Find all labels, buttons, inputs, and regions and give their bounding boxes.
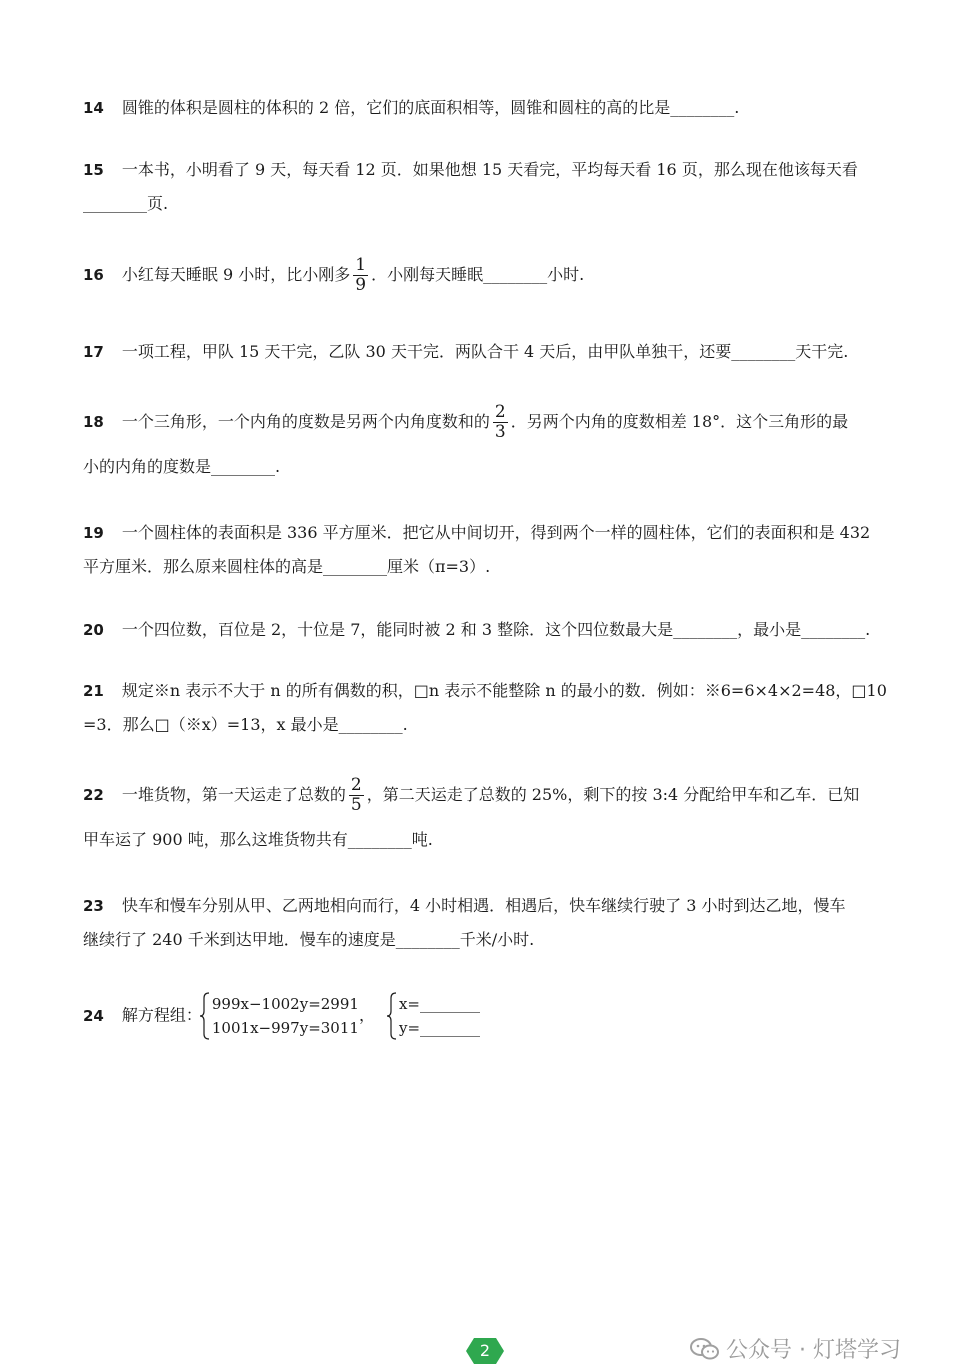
question-number: 15	[83, 161, 104, 179]
separator: ，	[358, 1005, 375, 1025]
question-number: 17	[83, 343, 104, 361]
question-number: 23	[83, 897, 104, 915]
question-text: 小红每天睡眠 9 小时，比小刚多	[121, 265, 351, 284]
fraction-denominator: 9	[355, 275, 367, 295]
question-text-line2: 甲车运了 900 吨，那么这堆货物共有________吨.	[83, 830, 433, 849]
question-text-line2: 平方厘米．那么原来圆柱体的高是________厘米（π=3）.	[83, 557, 491, 576]
question-text: 圆锥的体积是圆柱的体积的 2 倍，它们的底面积相等，圆锥和圆柱的高的比是________.	[121, 98, 740, 117]
question-number: 20	[83, 621, 104, 639]
question-24	[83, 992, 889, 1040]
question-number: 19	[83, 524, 104, 542]
left-brace-icon	[387, 992, 397, 1040]
left-brace-icon	[200, 992, 210, 1040]
fraction	[349, 776, 364, 815]
equation-2: 1001x−997y=3011	[211, 1019, 359, 1037]
answer-y: y=________	[398, 1019, 481, 1037]
question-14	[83, 91, 889, 125]
fraction-numerator: 2	[350, 775, 362, 795]
question-17	[83, 335, 889, 369]
question-number: 24	[83, 1006, 104, 1025]
question-text: 一个四位数，百位是 2，十位是 7，能同时被 2 和 3 整除．这个四位数最大是________，最小是________.	[121, 620, 871, 639]
fraction	[353, 256, 368, 295]
wechat-icon	[690, 1338, 720, 1360]
question-23	[83, 889, 889, 957]
page-number-badge	[466, 1338, 504, 1364]
question-19	[83, 516, 889, 584]
question-text: 一堆货物，第一天运走了总数的	[121, 785, 346, 804]
question-text-after: ．另两个内角的度数相差 18°．这个三角形的最	[510, 412, 849, 431]
page-number: 2	[479, 1341, 491, 1360]
question-21	[83, 674, 889, 742]
question-number: 21	[83, 682, 104, 700]
question-text: 一个圆柱体的表面积是 336 平方厘米．把它从中间切开，得到两个一样的圆柱体，它们的表面积和是 432	[121, 523, 871, 542]
question-20	[83, 613, 889, 647]
question-15	[83, 153, 889, 221]
fraction	[493, 403, 508, 442]
question-16	[83, 256, 889, 295]
watermark-text: 公众号 · 灯塔学习	[726, 1338, 901, 1363]
question-number: 16	[83, 266, 104, 284]
fraction-denominator: 5	[350, 795, 362, 815]
fraction-denominator: 3	[494, 422, 506, 442]
equation-1: 999x−1002y=2991	[211, 995, 359, 1013]
question-text: 规定※n 表示不大于 n 的所有偶数的积，□n 表示不能整除 n 的最小的数．例如：※6=6×4×2=48，□10	[121, 681, 887, 700]
question-text-line2: ________页.	[83, 194, 169, 213]
watermark	[690, 1336, 901, 1366]
question-number: 18	[83, 413, 104, 431]
answer-system	[387, 992, 480, 1040]
question-text: 一本书，小明看了 9 天，每天看 12 页．如果他想 15 天看完，平均每天看 16 页，那么现在他该每天看	[121, 160, 858, 179]
answer-x: x=________	[398, 995, 480, 1013]
question-text-line2: =3．那么□（※x）=13，x 最小是________.	[83, 715, 408, 734]
question-text-line2: 小的内角的度数是________.	[83, 457, 281, 476]
fraction-numerator: 2	[494, 402, 506, 422]
question-number: 14	[83, 99, 104, 117]
question-text-line2: 继续行了 240 千米到达甲地．慢车的速度是________千米/小时.	[83, 930, 535, 949]
question-number: 22	[83, 786, 104, 804]
question-18	[83, 403, 889, 484]
question-22	[83, 776, 889, 857]
question-text-after: ．小刚每天睡眠________小时.	[371, 265, 585, 284]
fraction-numerator: 1	[355, 255, 367, 275]
question-text: 快车和慢车分别从甲、乙两地相向而行，4 小时相遇．相遇后，快车继续行驶了 3 小时到达乙地，慢车	[121, 896, 846, 915]
question-text: 一个三角形，一个内角的度数是另两个内角度数和的	[121, 412, 490, 431]
question-text-after: ，第二天运走了总数的 25%，剩下的按 3:4 分配给甲车和乙车．已知	[366, 785, 860, 804]
question-text: 一项工程，甲队 15 天干完，乙队 30 天干完．两队合干 4 天后，由甲队单独干，还要________天干完.	[121, 342, 849, 361]
equation-system	[202, 992, 359, 1040]
question-label: 解方程组：	[121, 1005, 202, 1025]
